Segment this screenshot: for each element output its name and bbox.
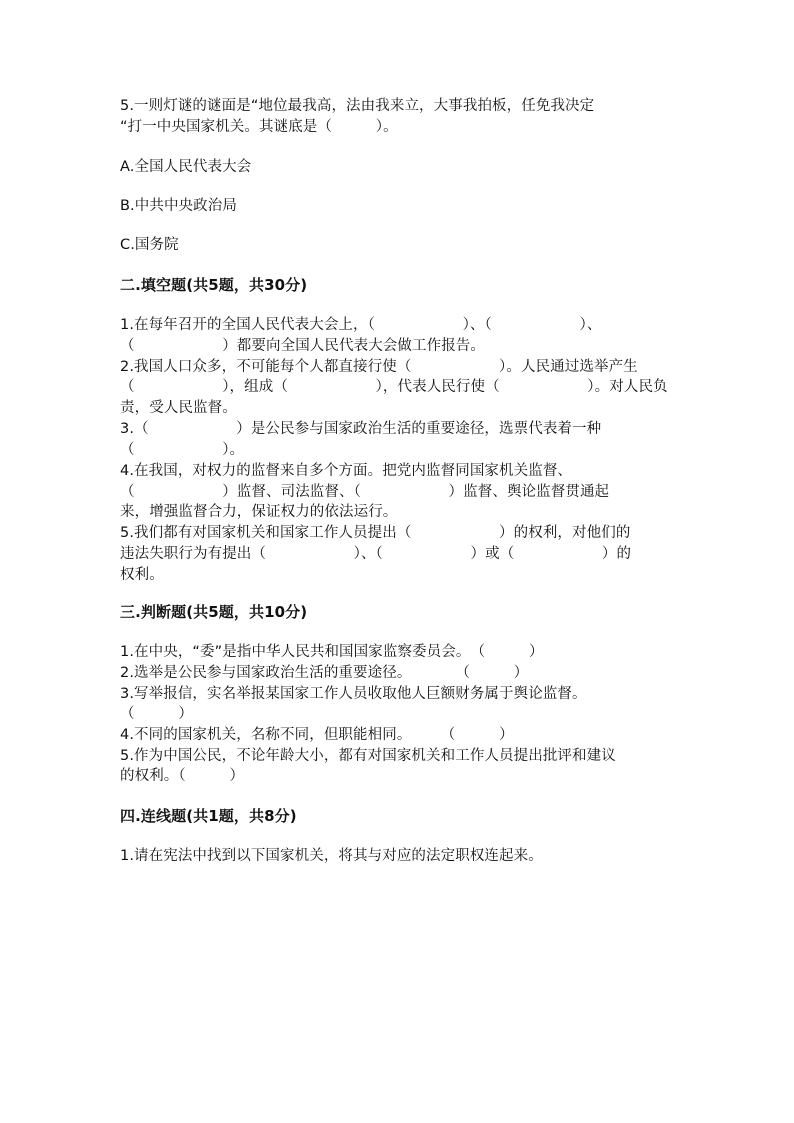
fill-q4-line-2: （ ）监督、司法监督、（ ）监督、舆论监督贯通起 <box>120 484 610 500</box>
match-q1: 1.请在宪法中找到以下国家机关，将其与对应的法定职权连起来。 <box>120 848 543 864</box>
fill-q5-line-1: 5.我们都有对国家机关和国家工作人员提出（ ）的权利，对他们的 <box>120 525 631 541</box>
q5-stem-line-2: “打一中央国家机关。其谜底是（ ）。 <box>120 119 398 135</box>
fill-q5-line-3: 权利。 <box>120 567 164 583</box>
section-heading-judgement: 三.判断题(共5题，共10分) <box>120 603 308 621</box>
fill-q2-line-2: （ ），组成（ ），代表人民行使（ ）。对人民负 <box>120 379 668 395</box>
fill-q1-line-1: 1.在每年召开的全国人民代表大会上，（ ）、（ ）、 <box>120 317 602 333</box>
judge-q5-line-1: 5.作为中国公民，不论年龄大小，都有对国家机关和工作人员提出批评和建议 <box>120 748 616 764</box>
judge-q4: 4.不同的国家机关，名称不同，但职能相同。 （ ） <box>120 727 514 743</box>
judge-q3-line-2: （ ） <box>120 706 193 722</box>
fill-q4-line-3: 来，增强监督合力，保证权力的依法运行。 <box>120 504 398 520</box>
fill-q4-line-1: 4.在我国，对权力的监督来自多个方面。把党内监督同国家机关监督、 <box>120 463 573 479</box>
fill-q3-line-1: 3.（ ）是公民参与国家政治生活的重要途径，选票代表着一种 <box>120 421 602 437</box>
section-heading-matching: 四.连线题(共1题，共8分) <box>120 807 297 825</box>
q5-stem-line-1: 5.一则灯谜的谜面是“地位最我高，法由我来立，大事我拍板，任免我决定 <box>120 98 595 114</box>
judge-q1: 1.在中央，“委”是指中华人民共和国国家监察委员会。 （ ） <box>120 644 544 660</box>
q5-option-a: A.全国人民代表大会 <box>120 159 252 175</box>
fill-q5-line-2: 违法失职行为有提出（ ）、（ ）或（ ）的 <box>120 546 632 562</box>
judge-q5-line-2: 的权利。（ ） <box>120 768 245 784</box>
fill-q2-line-3: 责，受人民监督。 <box>120 400 237 416</box>
judge-q3-line-1: 3.写举报信，实名举报某国家工作人员收取他人巨额财务属于舆论监督。 <box>120 686 587 702</box>
fill-q2-line-1: 2.我国人口众多，不可能每个人都直接行使（ ）。人民通过选举产生 <box>120 359 638 375</box>
fill-q1-line-2: （ ）都要向全国人民代表大会做工作报告。 <box>120 338 485 354</box>
fill-q3-line-2: （ ）。 <box>120 442 245 458</box>
judge-q2: 2.选举是公民参与国家政治生活的重要途径。 （ ） <box>120 665 529 681</box>
section-heading-fill-blank: 二.填空题(共5题，共30分) <box>120 276 308 294</box>
q5-option-c: C.国务院 <box>120 237 179 253</box>
q5-option-b: B.中共中央政治局 <box>120 198 237 214</box>
